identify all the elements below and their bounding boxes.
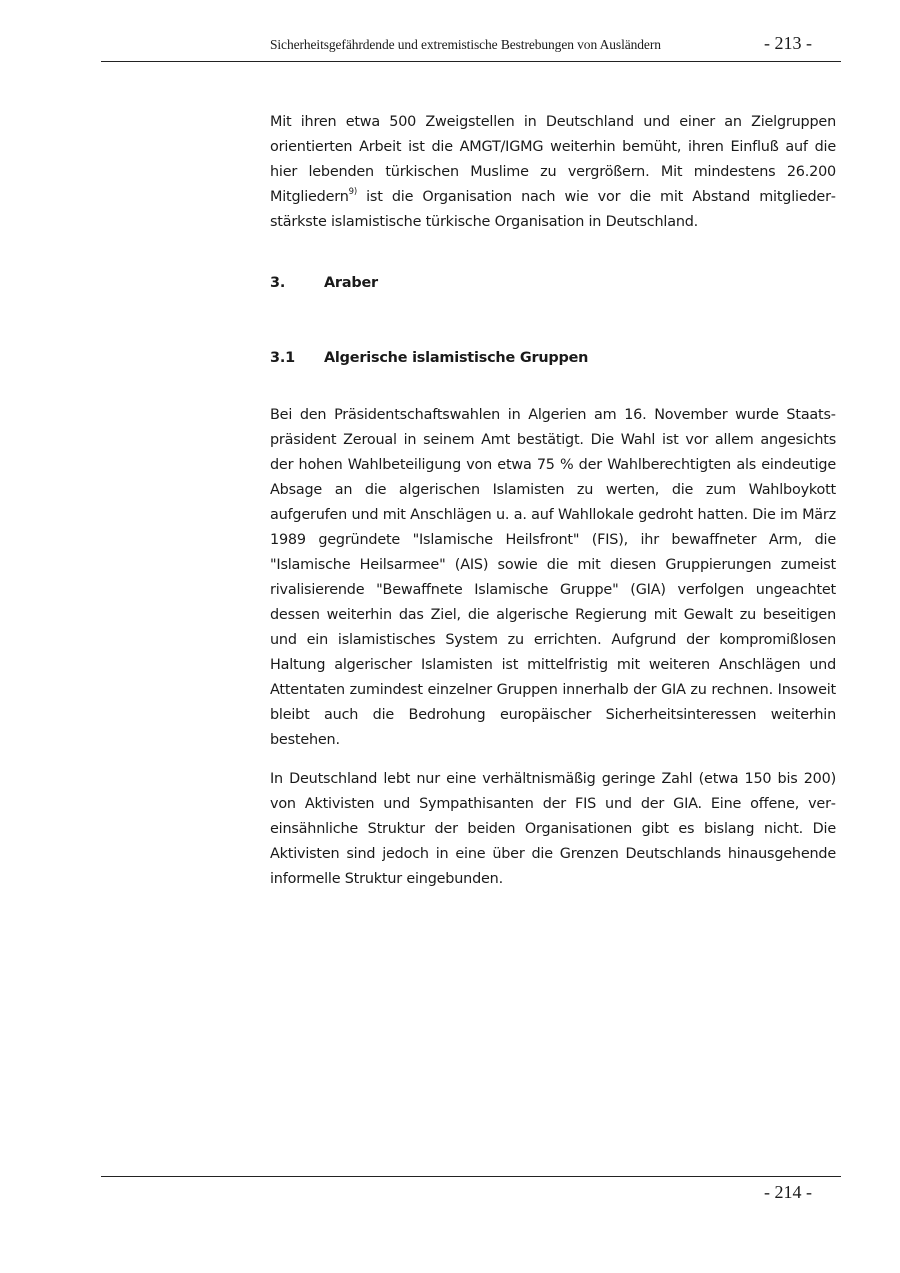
footnote-reference: 9) <box>348 187 357 197</box>
paragraph-elections: Bei den Präsidentschaftswahlen in Algerien am 16. November wurde Staatspräsident Zeroual in seinem Amt bestätigt. Die Wahl ist vor allem angesichts der hohen Wahlbeteiligung von etwa 75 % der Wahlberechtigten als eindeutige Absage an die algerischen Islamisten zu werten, die zum Wahlboykott aufgerufen und mit Anschlägen u. a. auf Wahllokale gedroht hatten. Die im März 1989 gegründete "Islamische Heilsfront" (FIS), ihr bewaffneter Arm, die "Islamische Heilsarmee" (AIS) sowie die mit diesen Gruppierungen zumeist rivalisierende "Bewaffnete Islamische Gruppe" (GIA) verfolgen ungeachtet dessen weiterhin das Ziel, die algerische Regierung mit Gewalt zu beseitigen und ein islamistisches System zu errichten. Aufgrund der kompromißlosen Haltung algerischer Islamisten ist mittelfristig mit weiteren Anschlägen und Attentaten zumindest einzelner Gruppen innerhalb der GIA zu rechnen. Insoweit bleibt auch die Bedrohung europäischer Sicherheitsinteressen weiterhin bestehen. <box>270 407 836 748</box>
intro-text-before: Mit ihren etwa 500 Zweigstellen in Deutschland und einer an Zielgruppen orientierten Arbeit ist die AMGT/IGMG weiterhin bemüht, ihren Einfluß auf die hier lebenden türkischen Muslime zu vergrößern. Mit mindestens 26.200 Mitgliedern <box>270 114 836 205</box>
body-paragraph-1 <box>270 403 836 753</box>
intro-text-after: ist die Organisation nach wie vor die mit Abstand mitgliederstärkste islamistische türkische Organisation in Deutschland. <box>270 189 836 230</box>
footer-rule <box>101 1176 841 1177</box>
section-title: Araber <box>324 275 378 291</box>
intro-paragraph <box>270 110 836 235</box>
paragraph-activists: In Deutschland lebt nur eine verhältnismäßig geringe Zahl (etwa 150 bis 200) von Aktivisten und Sympathisanten der FIS und der GIA. Eine offene, vereinsähnliche Struktur der beiden Organisationen gibt es bislang nicht. Die Aktivisten sind jedoch in eine über die Grenzen Deutschlands hinausgehende informelle Struktur eingebunden. <box>270 771 836 887</box>
subsection-number: 3.1 <box>270 350 295 366</box>
subsection-title: Algerische islamistische Gruppen <box>324 350 589 366</box>
page-number-top: - 213 - <box>764 33 812 53</box>
page-number-bottom: - 214 - <box>764 1182 812 1202</box>
subsection-heading <box>270 347 588 369</box>
section-number: 3. <box>270 275 286 291</box>
section-heading <box>270 272 378 294</box>
body-paragraph-2 <box>270 767 836 892</box>
running-header-title: Sicherheitsgefährdende und extremistische Bestrebungen von Ausländern <box>270 37 661 52</box>
intro-text <box>270 110 836 235</box>
header-rule <box>101 61 841 62</box>
